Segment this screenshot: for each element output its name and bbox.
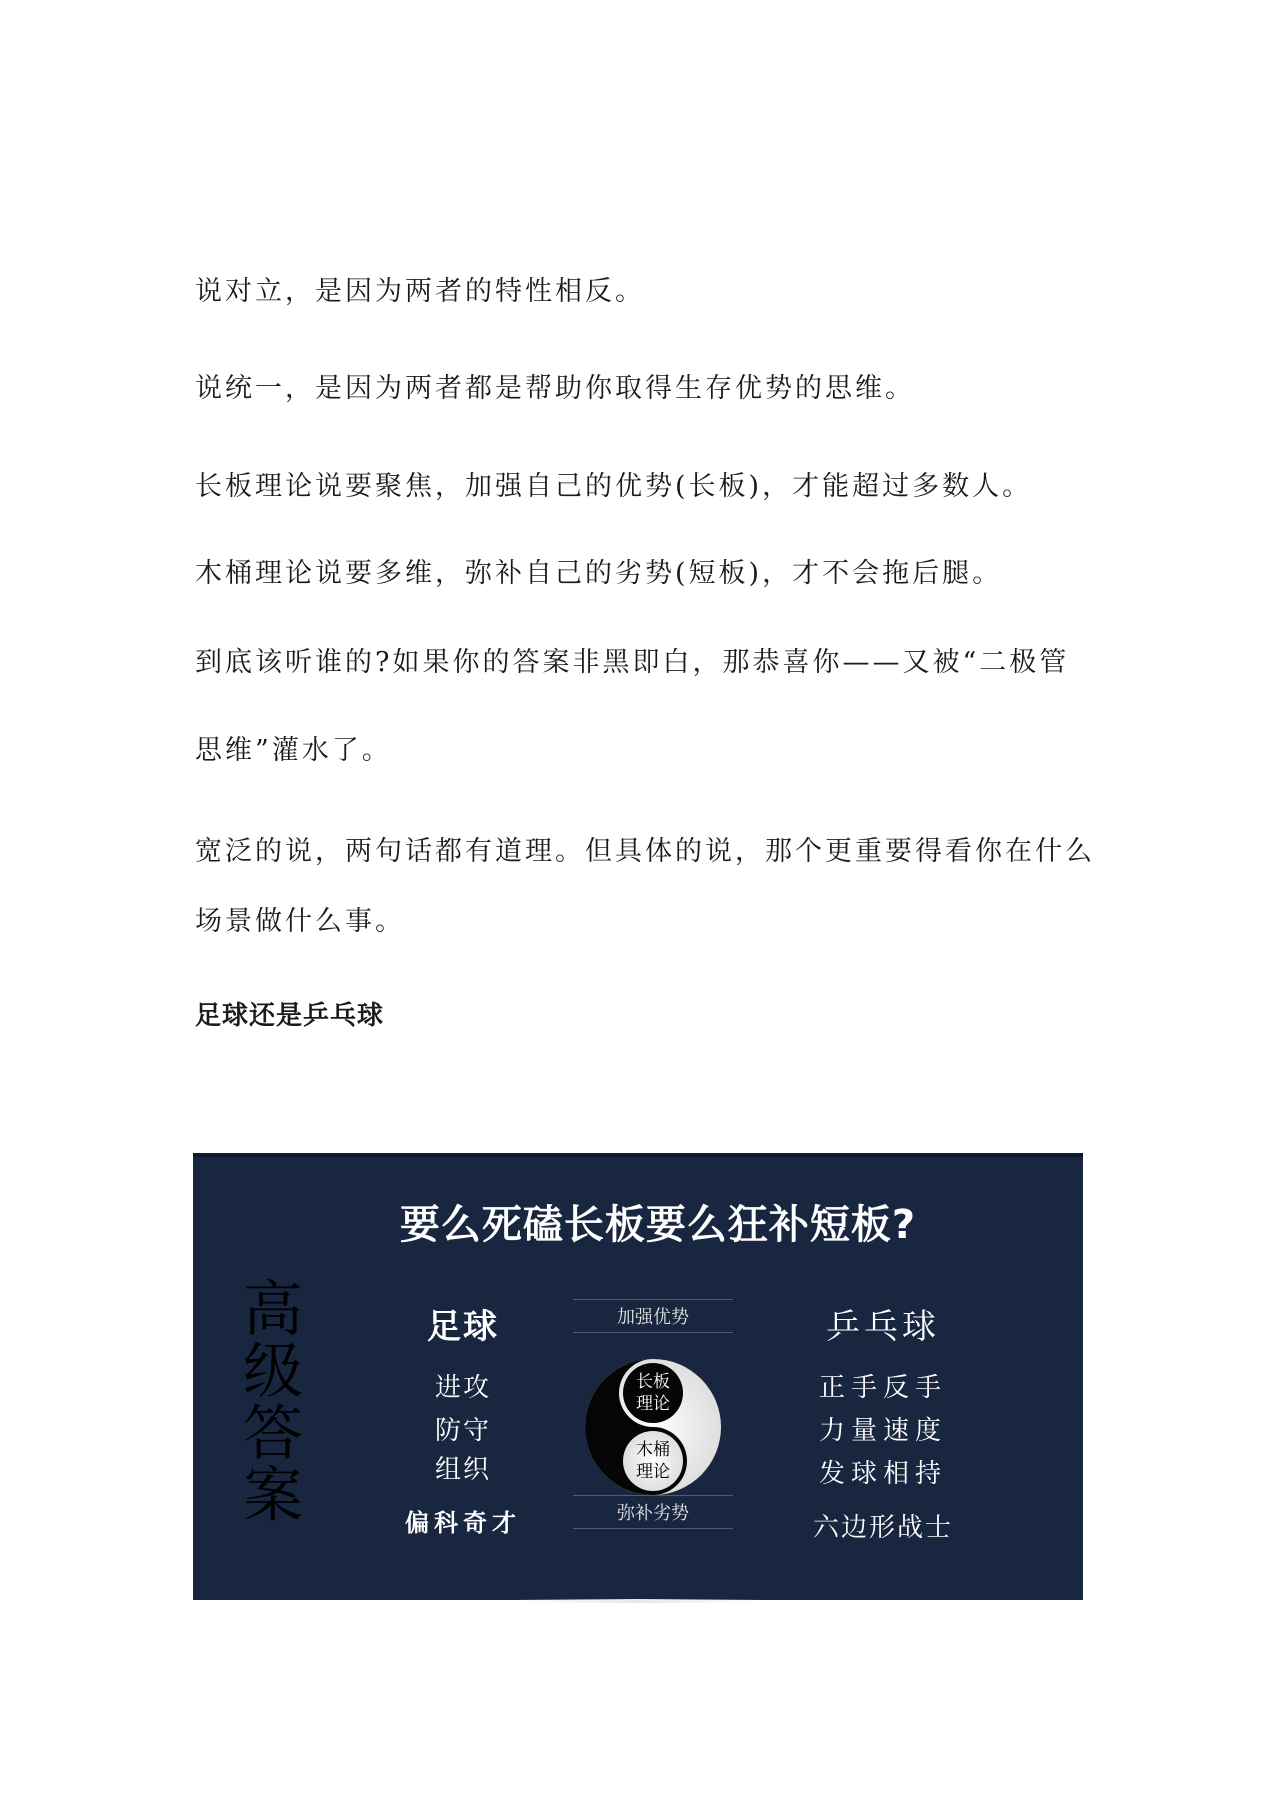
dark-label: [623, 1371, 683, 1415]
paragraph-1: 说对立，是因为两者的特性相反。: [195, 276, 645, 307]
paragraph-5-line-1: 到底该听谁的?如果你的答案非黑即白，那恭喜你——又被“二极管: [195, 647, 1070, 678]
dark-label-line-1: 长板: [636, 1372, 670, 1392]
paragraph-6-line-2: 场景做什么事。: [195, 906, 405, 937]
panel-bottom-glow: [513, 1599, 763, 1603]
paragraph-2: 说统一，是因为两者都是帮助你取得生存优势的思维。: [195, 373, 915, 404]
yin-yang-icon: [583, 1357, 723, 1497]
right-item-3: 发球相持: [818, 1459, 947, 1489]
right-item-2: 力量速度: [818, 1416, 947, 1446]
right-item-1: 正手反手: [818, 1373, 947, 1403]
vertical-label: 高级答案: [243, 1275, 303, 1531]
right-column-title: 乒乓球: [826, 1307, 940, 1347]
left-item-2: 防守: [434, 1416, 491, 1446]
center-bottom-caption: 弥补劣势: [573, 1495, 733, 1529]
left-item-1: 进攻: [434, 1373, 491, 1403]
light-label-line-1: 木桶: [636, 1440, 670, 1460]
paragraph-4: 木桶理论说要多维，弥补自己的劣势(短板)，才不会拖后腿。: [195, 558, 1003, 589]
light-label-line-2: 理论: [636, 1462, 670, 1482]
left-column-title: 足球: [427, 1307, 499, 1347]
figure-panel: [193, 1153, 1083, 1600]
figure-title: 要么死磕长板要么狂补短板?: [399, 1202, 917, 1248]
left-tag: 偏科奇才: [405, 1509, 521, 1537]
section-heading: 足球还是乒乓球: [195, 1001, 385, 1031]
right-tag: 六边形战士: [812, 1513, 953, 1543]
right-column: [788, 1299, 978, 1348]
paragraph-3: 长板理论说要聚焦，加强自己的优势(长板)，才能超过多数人。: [195, 471, 1033, 502]
paragraph-6-line-1: 宽泛的说，两句话都有道理。但具体的说，那个更重要得看你在什么: [195, 836, 1095, 867]
paragraph-5-line-2: 思维”灌水了。: [195, 735, 392, 766]
left-item-3: 组织: [434, 1455, 491, 1485]
center-top-caption: 加强优势: [573, 1299, 733, 1333]
light-label: [623, 1439, 683, 1483]
dark-label-line-2: 理论: [636, 1394, 670, 1414]
left-column: [388, 1299, 538, 1348]
